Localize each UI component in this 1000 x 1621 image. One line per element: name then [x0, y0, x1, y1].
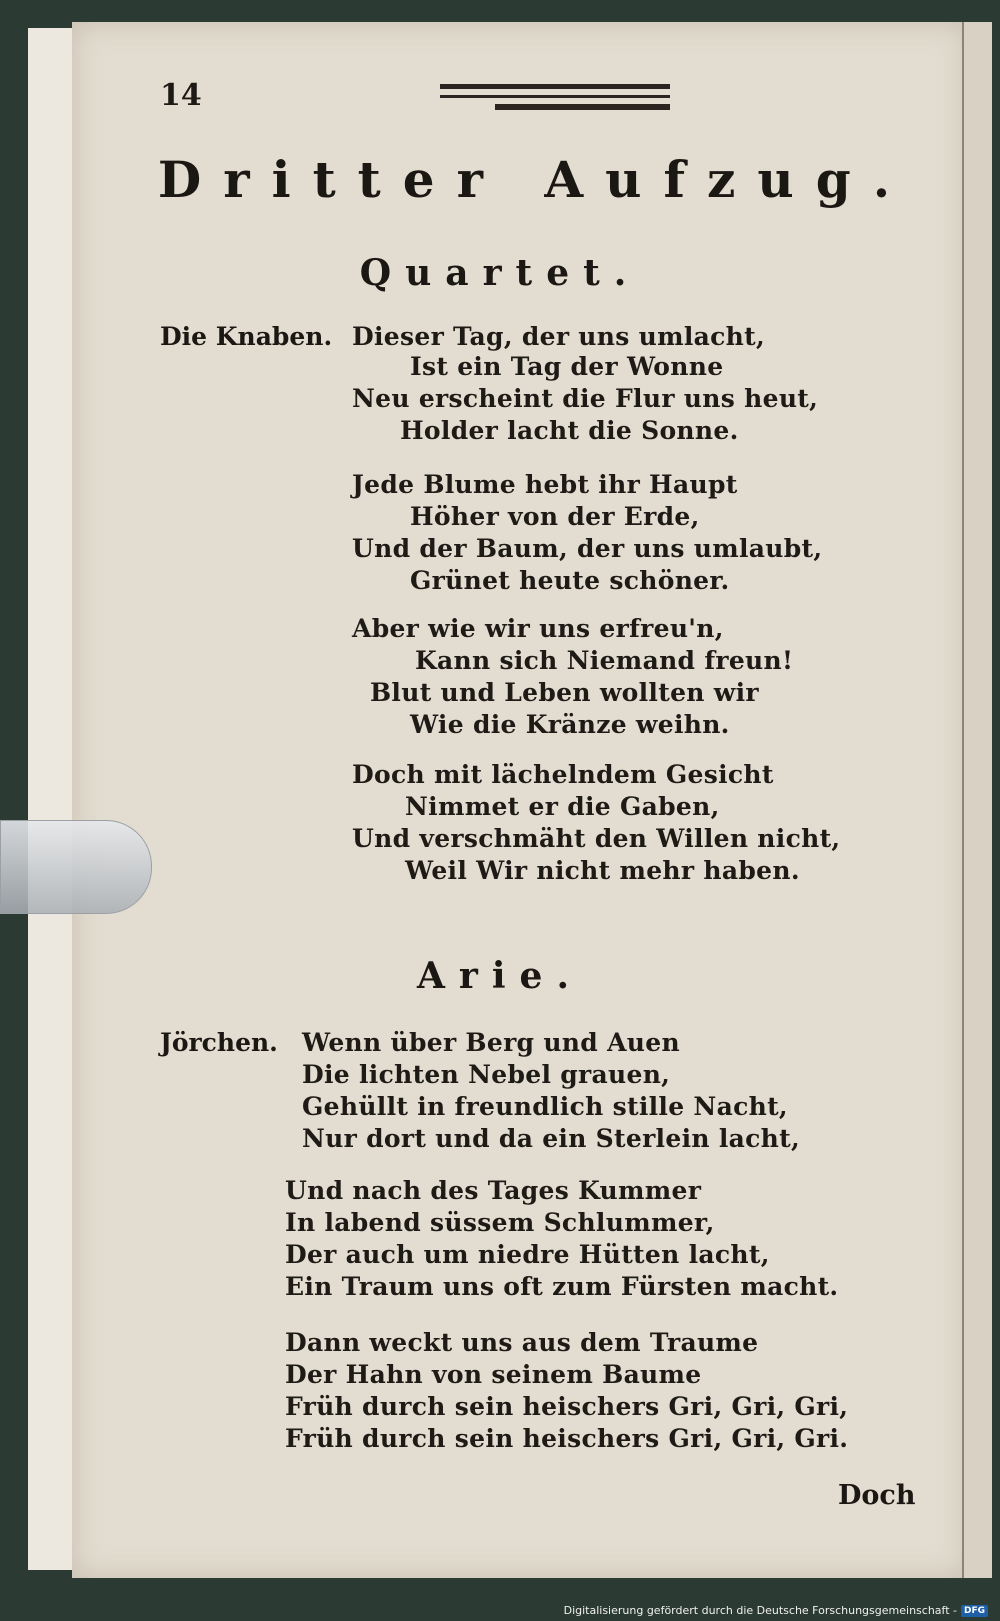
verse-line: Und nach des Tages Kummer — [285, 1176, 702, 1205]
catchword: Doch — [838, 1480, 916, 1511]
verse-line: Nur dort und da ein Sterlein lacht, — [302, 1124, 800, 1153]
verse-line: In labend süssem Schlummer, — [285, 1208, 715, 1237]
verse-line: Grünet heute schöner. — [410, 566, 730, 595]
verse-line: Aber wie wir uns erfreu'n, — [352, 614, 724, 643]
section-heading-quartet: Quartet. — [359, 252, 641, 294]
ornament-rule — [495, 104, 670, 110]
verse-line: Gehüllt in freundlich stille Nacht, — [302, 1092, 788, 1121]
speaker-label: Jörchen. — [160, 1028, 278, 1057]
verse-line: Der Hahn von seinem Baume — [285, 1360, 702, 1389]
verse-line: Neu erscheint die Flur uns heut, — [352, 384, 819, 413]
credit-text: Digitalisierung gefördert durch die Deutsche Forschungsgemeinschaft - — [563, 1604, 957, 1617]
digitization-credit — [564, 1604, 988, 1617]
verse-line: Die lichten Nebel grauen, — [302, 1060, 671, 1089]
verse-line: Früh durch sein heischers Gri, Gri, Gri, — [285, 1392, 849, 1421]
page-number: 14 — [160, 78, 202, 113]
speaker-label: Die Knaben. — [160, 322, 333, 351]
verse-line: Wenn über Berg und Auen — [302, 1028, 680, 1057]
ornament-rule — [440, 95, 670, 98]
verse-line: Dann weckt uns aus dem Traume — [285, 1328, 759, 1357]
verse-line: Doch mit lächelndem Gesicht — [352, 760, 774, 789]
verse-line: Jede Blume hebt ihr Haupt — [352, 470, 738, 499]
verse-line: Und verschmäht den Willen nicht, — [352, 824, 841, 853]
verse-line: Ist ein Tag der Wonne — [410, 352, 724, 381]
section-heading-arie: Arie. — [416, 955, 583, 997]
verse-line: Holder lacht die Sonne. — [400, 416, 739, 445]
verse-line: Ein Traum uns oft zum Fürsten macht. — [285, 1272, 839, 1301]
verse-line: Nimmet er die Gaben, — [405, 792, 720, 821]
verse-line: Kann sich Niemand freun! — [415, 646, 794, 675]
verse-line: Früh durch sein heischers Gri, Gri, Gri. — [285, 1424, 849, 1453]
verse-line: Blut und Leben wollten wir — [370, 678, 759, 707]
verse-line: Und der Baum, der uns umlaubt, — [352, 534, 823, 563]
verse-line: Weil Wir nicht mehr haben. — [405, 856, 800, 885]
verse-line: Höher von der Erde, — [410, 502, 700, 531]
dfg-logo-icon: DFG — [961, 1605, 988, 1617]
verse-line: Der auch um niedre Hütten lacht, — [285, 1240, 770, 1269]
ornament-rule — [440, 84, 670, 89]
verse-line: Wie die Kränze weihn. — [410, 710, 730, 739]
verse-line: Dieser Tag, der uns umlacht, — [352, 322, 766, 351]
act-title: Dritter Aufzug. — [157, 150, 913, 209]
clip-holder — [0, 820, 152, 914]
